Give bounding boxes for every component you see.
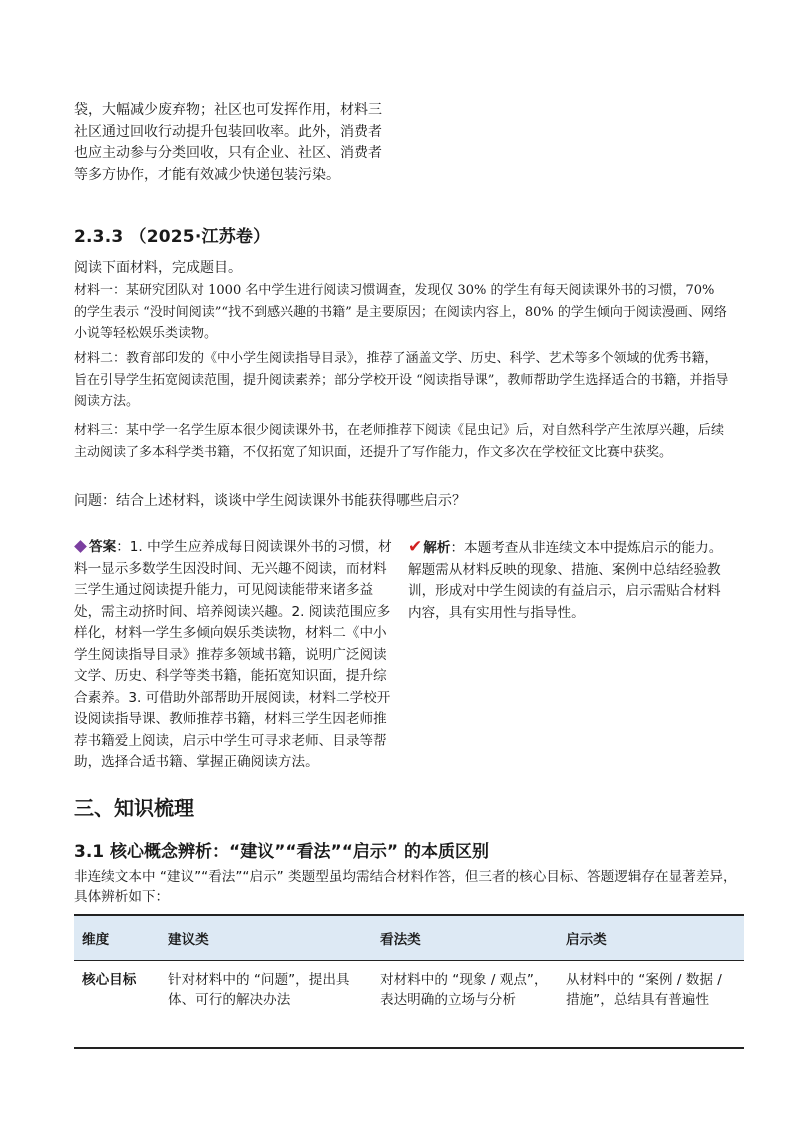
question-label: 问题	[74, 493, 102, 509]
table-header-cell: 维度	[74, 915, 160, 961]
material-one: 材料一：某研究团队对 1000 名中学生进行阅读习惯调查，发现仅 30% 的学生有每天阅读课外书的习惯，70% 的学生表示 “没时间阅读”“找不到感兴趣的书籍” 是主要原因；在阅读内容上，80% 的学生倾向于阅读漫画、网络小说等轻松娱乐类读物。	[74, 283, 727, 341]
table-header-cell: 启示类	[558, 915, 744, 961]
answer-text: ：1. 中学生应养成每日阅读课外书的习惯，材料一显示多数学生因没时间、无兴趣不阅读，而材料三学生通过阅读提升能力，可见阅读能带来诸多益处，需主动挤时间、培养阅读兴趣。2. 阅读范围应多样化，材料一学生多倾向娱乐类读物，材料二《中小学生阅读指导目录》推荐多领域书籍，说明广泛阅读文学、历史、科学等类书籍，能拓宽知识面，提升综合素养。3. 可借助外部帮助开展阅读，材料二学校开设阅读指导课、教师推荐书籍，材料三学生因老师推荐书籍爱上阅读，启示中学生可寻求老师、目录等帮助，选择合适书籍、掌握正确阅读方法。	[74, 539, 392, 770]
section-heading: 三、知识梳理	[74, 796, 194, 820]
analysis-label: 解析	[423, 540, 451, 556]
previous-answer-continuation: 袋，大幅减少废弃物；社区也可发挥作用，材料三社区通过回收行动提升包装回收率。此外，消费者也应主动参与分类回收，只有企业、社区、消费者等多方协作，才能有效减少快递包装污染。	[74, 102, 382, 183]
table-cell: 对材料中的 “现象 / 观点”，表达明确的立场与分析	[372, 961, 558, 1049]
analysis-block	[408, 537, 728, 624]
material-three: 材料三：某中学一名学生原本很少阅读课外书，在老师推荐下阅读《昆虫记》后，对自然科学产生浓厚兴趣，后续主动阅读了多本科学类书籍，不仅拓宽了知识面，还提升了写作能力，作文多次在学校征文比赛中获奖。	[74, 423, 725, 460]
table-header-row	[74, 915, 744, 961]
check-icon: ✔	[408, 537, 423, 557]
table-cell: 从材料中的 “案例 / 数据 / 措施”，总结具有普遍性	[558, 961, 744, 1049]
subsection-heading: 3.1 核心概念辨析：“建议”“看法”“启示” 的本质区别	[74, 842, 489, 862]
subsection-description: 非连续文本中 “建议”“看法”“启示” 类题型虽均需结合材料作答，但三者的核心目标、答题逻辑存在显著差异，具体辨析如下：	[74, 869, 737, 905]
table-header-cell: 建议类	[160, 915, 372, 961]
answer-label: 答案	[89, 539, 117, 555]
question-text: ：结合上述材料，谈谈中学生阅读课外书能获得哪些启示？	[102, 493, 466, 509]
answer-block	[74, 537, 392, 774]
concept-comparison-table	[74, 914, 744, 1049]
table-header-cell: 看法类	[372, 915, 558, 961]
exercise-intro: 阅读下面材料，完成题目。	[74, 260, 242, 276]
material-two: 材料二：教育部印发的《中小学生阅读指导目录》，推荐了涵盖文学、历史、科学、艺术等多个领域的优秀书籍，旨在引导学生拓宽阅读范围，提升阅读素养；部分学校开设 “阅读指导课”，教师帮助学生选择适合的书籍，并指导阅读方法。	[74, 351, 729, 409]
question	[74, 490, 466, 510]
table-row-header: 核心目标	[74, 961, 160, 1049]
analysis-text: ：本题考查从非连续文本中提炼启示的能力。解题需从材料反映的现象、措施、案例中总结经验教训，形成对中学生阅读的有益启示，启示需贴合材料内容，具有实用性与指导性。	[408, 540, 723, 621]
table-cell: 针对材料中的 “问题”，提出具体、可行的解决办法	[160, 961, 372, 1049]
diamond-icon	[74, 540, 87, 553]
exercise-heading: 2.3.3 （2025·江苏卷）	[74, 227, 271, 247]
table-row	[74, 961, 744, 1049]
